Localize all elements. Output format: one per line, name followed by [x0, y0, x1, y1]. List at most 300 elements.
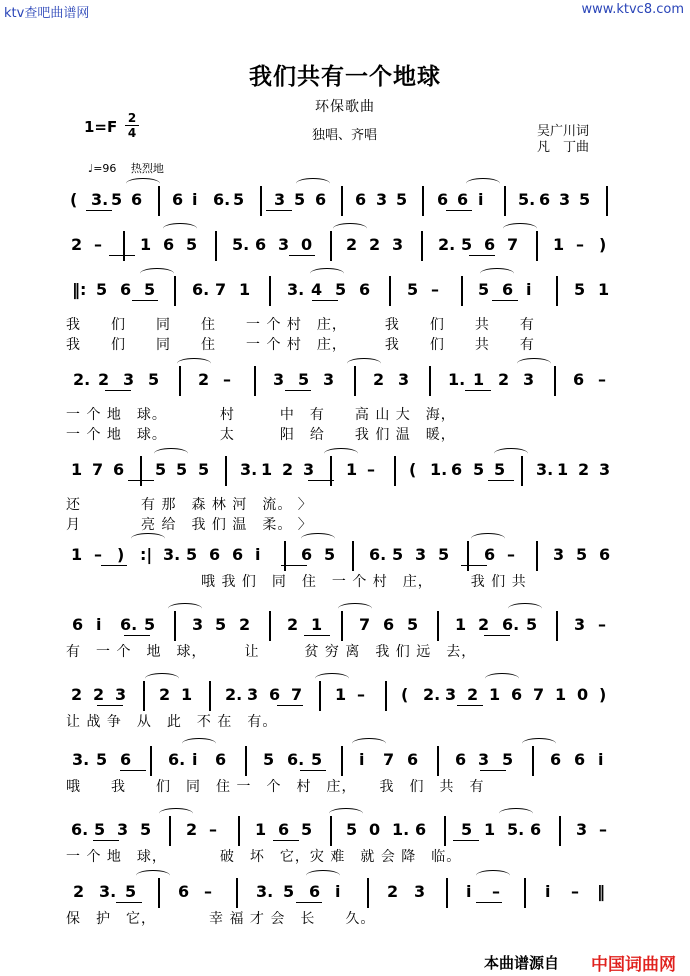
- note: ): [599, 685, 607, 704]
- note: 6: [484, 545, 496, 564]
- note: 3: [414, 882, 426, 901]
- bar-line: [341, 746, 343, 776]
- note: 2: [71, 235, 83, 254]
- note: 5: [96, 750, 108, 769]
- note: 6: [539, 190, 551, 209]
- song-title: 我们共有一个地球: [249, 64, 441, 90]
- meter-bottom: 4: [127, 126, 137, 140]
- notation-row: [66, 746, 616, 776]
- bar-line: [254, 366, 256, 396]
- note: i: [598, 750, 604, 769]
- bar-line: [341, 186, 343, 216]
- note: 5: [186, 235, 198, 254]
- slur-mark: [480, 268, 514, 279]
- underline-mark: [105, 390, 131, 391]
- note: 3: [553, 545, 565, 564]
- note: 6: [407, 750, 419, 769]
- note: i: [478, 190, 484, 209]
- bar-line: [421, 231, 423, 261]
- underline-mark: [97, 705, 123, 706]
- note: 5.: [232, 235, 250, 254]
- underline-mark: [469, 255, 495, 256]
- note: 7: [215, 280, 227, 299]
- note: 6: [269, 685, 281, 704]
- note: 5: [392, 545, 404, 564]
- bar-line: [606, 186, 608, 216]
- note: 5: [96, 280, 108, 299]
- note: 5: [461, 235, 473, 254]
- note: 2: [239, 615, 251, 634]
- note: 6.: [502, 615, 520, 634]
- underline-mark: [116, 902, 142, 903]
- note: 2: [373, 370, 385, 389]
- slur-mark: [471, 533, 505, 544]
- bar-line: [238, 816, 240, 846]
- underline-mark: [120, 770, 146, 771]
- note: 6: [255, 235, 267, 254]
- slur-mark: [182, 738, 216, 749]
- underline-mark: [308, 480, 334, 481]
- lyric-line: 还 有 那 森 林 河 流。 〉: [66, 497, 313, 513]
- note: 1: [557, 460, 569, 479]
- bar-line: [461, 276, 463, 306]
- note: 6: [383, 615, 395, 634]
- meter-top: 2: [127, 111, 137, 125]
- note: 1.: [448, 370, 466, 389]
- note: 3: [478, 750, 490, 769]
- key-signature: 1=F: [84, 118, 118, 136]
- underline-mark: [86, 210, 112, 211]
- slur-mark: [347, 358, 381, 369]
- time-signature: [125, 112, 139, 139]
- note: –: [599, 820, 607, 839]
- bar-line: [123, 231, 125, 261]
- note: 1: [484, 820, 496, 839]
- note: 6: [209, 545, 221, 564]
- footer-source: 本曲谱源自: [484, 954, 560, 972]
- note: 5: [461, 820, 473, 839]
- note: 0: [577, 685, 589, 704]
- bar-line: [504, 186, 506, 216]
- note: 2: [186, 820, 198, 839]
- note: –: [571, 882, 579, 901]
- underline-mark: [492, 300, 518, 301]
- note: 1: [553, 235, 565, 254]
- note: 2: [98, 370, 110, 389]
- note: 6: [511, 685, 523, 704]
- note: 3: [123, 370, 135, 389]
- bar-line: [554, 366, 556, 396]
- bar-line: [532, 746, 534, 776]
- note: 3: [117, 820, 129, 839]
- composer-credit: 凡 丁曲: [537, 140, 590, 155]
- bar-line: [260, 186, 262, 216]
- underline-mark: [277, 705, 303, 706]
- note: 6: [232, 545, 244, 564]
- note: 3.: [240, 460, 258, 479]
- note: 0: [301, 235, 313, 254]
- watermark-left[interactable]: ktv查吧曲谱网: [4, 6, 90, 21]
- slur-mark: [315, 673, 349, 684]
- note: (: [401, 685, 409, 704]
- note: 3: [574, 615, 586, 634]
- note: 5: [478, 280, 490, 299]
- note: i: [466, 882, 472, 901]
- note: 1: [598, 280, 610, 299]
- bar-line: [367, 878, 369, 908]
- note: –: [357, 685, 365, 704]
- performance-form: 独唱、齐唱: [312, 128, 378, 143]
- slur-mark: [163, 223, 197, 234]
- bar-line: [341, 611, 343, 641]
- bar-line: [389, 276, 391, 306]
- note: 3: [392, 235, 404, 254]
- underline-mark: [101, 565, 127, 566]
- note: ‖: [597, 882, 605, 901]
- underline-mark: [484, 635, 510, 636]
- note: 2: [282, 460, 294, 479]
- lyric-line: 保 护 它， 幸 福 才 会 长 久。: [66, 911, 376, 927]
- note: 1.: [430, 460, 448, 479]
- note: 6.: [213, 190, 231, 209]
- note: 6: [415, 820, 427, 839]
- note: 2: [387, 882, 399, 901]
- note: 6: [359, 280, 371, 299]
- lyric-line: 有 一 个 地 球， 让 贫 穷 离 我 们 远 去，: [66, 644, 477, 660]
- lyricist-credit: 吴广川词: [537, 124, 590, 139]
- bar-line: [444, 816, 446, 846]
- bar-line: [521, 456, 523, 486]
- note: 2: [198, 370, 210, 389]
- note: 6: [573, 370, 585, 389]
- note: 2: [478, 615, 490, 634]
- notation-row: [66, 231, 616, 261]
- bar-line: [330, 816, 332, 846]
- note: –: [367, 460, 375, 479]
- lyric-line: 哦 我 们 同 住 一 个 村 庄， 我 们 共 有: [66, 779, 485, 795]
- note: 2: [71, 685, 83, 704]
- lyric-line: 一 个 地 球。 太 阳 给 我 们 温 暖，: [66, 427, 456, 443]
- note: 4: [311, 280, 323, 299]
- bar-line: [169, 816, 171, 846]
- notation-row: [66, 276, 616, 306]
- note: –: [576, 235, 584, 254]
- bar-line: [319, 681, 321, 711]
- bar-line: [158, 878, 160, 908]
- note: 2.: [423, 685, 441, 704]
- note: 6.: [192, 280, 210, 299]
- note: 3.: [163, 545, 181, 564]
- bar-line: [236, 878, 238, 908]
- note: 5.: [507, 820, 525, 839]
- tempo-marking: ♩=96 热烈地: [88, 162, 164, 175]
- notation-row: [66, 611, 616, 641]
- note: 6: [278, 820, 290, 839]
- note: 5: [263, 750, 275, 769]
- note: 5: [155, 460, 167, 479]
- underline-mark: [465, 390, 491, 391]
- note: 5: [301, 820, 313, 839]
- note: 2: [346, 235, 358, 254]
- note: 3: [303, 460, 315, 479]
- note: 5: [346, 820, 358, 839]
- bar-line: [215, 231, 217, 261]
- note: 5: [579, 190, 591, 209]
- note: 6.: [120, 615, 138, 634]
- footer-site[interactable]: 中国词曲网: [591, 955, 676, 975]
- slur-mark: [159, 808, 193, 819]
- slur-mark: [310, 268, 344, 279]
- note: 6: [574, 750, 586, 769]
- note: 2: [159, 685, 171, 704]
- bar-line: [174, 276, 176, 306]
- note: 5: [94, 820, 106, 839]
- note: 3: [247, 685, 259, 704]
- slur-mark: [131, 533, 165, 544]
- note: 6: [163, 235, 175, 254]
- note: 6: [530, 820, 542, 839]
- note: 3.: [91, 190, 109, 209]
- note: 3: [523, 370, 535, 389]
- underline-mark: [300, 770, 326, 771]
- slur-mark: [154, 448, 188, 459]
- note: i: [359, 750, 365, 769]
- bar-line: [225, 456, 227, 486]
- note: 3: [599, 460, 611, 479]
- bar-line: [284, 541, 286, 571]
- slur-mark: [338, 603, 372, 614]
- note: 2: [578, 460, 590, 479]
- note: 5: [198, 460, 210, 479]
- note: 3.: [99, 882, 117, 901]
- note: –: [94, 235, 102, 254]
- note: 5: [186, 545, 198, 564]
- note: –: [507, 545, 515, 564]
- note: 5: [526, 615, 538, 634]
- underline-mark: [109, 255, 135, 256]
- note: 5: [574, 280, 586, 299]
- note: :|: [140, 545, 153, 564]
- note: 1: [71, 545, 83, 564]
- slur-mark: [522, 738, 556, 749]
- note: 5: [215, 615, 227, 634]
- note: 6: [113, 460, 125, 479]
- note: 1: [455, 615, 467, 634]
- note: i: [545, 882, 551, 901]
- bar-line: [536, 541, 538, 571]
- note: 5: [502, 750, 514, 769]
- note: 1: [255, 820, 267, 839]
- underline-mark: [461, 565, 487, 566]
- note: 3: [323, 370, 335, 389]
- slur-mark: [333, 223, 367, 234]
- note: 6: [455, 750, 467, 769]
- lyric-line: 月 亮 给 我 们 温 柔。 〉: [66, 517, 313, 533]
- note: 6: [437, 190, 449, 209]
- note: 5: [125, 882, 137, 901]
- bar-line: [429, 366, 431, 396]
- underline-mark: [93, 840, 119, 841]
- note: 1: [473, 370, 485, 389]
- underline-mark: [480, 770, 506, 771]
- lyric-line: 让 战 争 从 此 不 在 有。: [66, 714, 278, 730]
- bar-line: [556, 276, 558, 306]
- notation-row: [66, 456, 616, 486]
- slur-mark: [485, 673, 519, 684]
- note: ): [599, 235, 607, 254]
- note: 6: [599, 545, 611, 564]
- note: (: [70, 190, 78, 209]
- note: 2: [369, 235, 381, 254]
- notation-row: [66, 541, 616, 571]
- bar-line: [140, 456, 142, 486]
- note: 5: [494, 460, 506, 479]
- note: i: [192, 190, 198, 209]
- note: 5: [140, 820, 152, 839]
- underline-mark: [312, 300, 338, 301]
- bar-line: [394, 456, 396, 486]
- note: 3: [273, 370, 285, 389]
- note: ‖:: [72, 280, 87, 299]
- slur-mark: [306, 870, 340, 881]
- note: 5: [407, 280, 419, 299]
- note: 1: [555, 685, 567, 704]
- bar-line: [158, 186, 160, 216]
- bar-line: [524, 878, 526, 908]
- underline-mark: [488, 480, 514, 481]
- note: 1: [181, 685, 193, 704]
- note: 5: [324, 545, 336, 564]
- notation-row: [66, 681, 616, 711]
- underline-mark: [273, 840, 299, 841]
- slur-mark: [301, 533, 335, 544]
- note: 6: [309, 882, 321, 901]
- song-subtitle: 环保歌曲: [315, 99, 375, 115]
- note: i: [96, 615, 102, 634]
- slur-mark: [352, 738, 386, 749]
- note: 1: [261, 460, 273, 479]
- slur-mark: [296, 178, 330, 189]
- slur-mark: [494, 448, 528, 459]
- note: 2.: [73, 370, 91, 389]
- slur-mark: [168, 603, 202, 614]
- note: 1: [140, 235, 152, 254]
- slur-mark: [136, 870, 170, 881]
- underline-mark: [476, 902, 502, 903]
- note: 6.: [71, 820, 89, 839]
- note: 5: [576, 545, 588, 564]
- notation-row: [66, 186, 616, 216]
- note: 7: [533, 685, 545, 704]
- note: i: [192, 750, 198, 769]
- note: 3: [576, 820, 588, 839]
- note: i: [526, 280, 532, 299]
- note: 1: [71, 460, 83, 479]
- note: 6: [502, 280, 514, 299]
- slur-mark: [126, 178, 160, 189]
- slur-mark: [466, 178, 500, 189]
- notation-row: [66, 816, 616, 846]
- note: 1: [335, 685, 347, 704]
- bar-line: [422, 186, 424, 216]
- note: 5: [298, 370, 310, 389]
- slur-mark: [517, 358, 551, 369]
- note: –: [492, 882, 500, 901]
- note: 5: [176, 460, 188, 479]
- slur-mark: [503, 223, 537, 234]
- note: 6.: [168, 750, 186, 769]
- bar-line: [143, 681, 145, 711]
- note: 3: [415, 545, 427, 564]
- note: 2.: [438, 235, 456, 254]
- note: 5: [233, 190, 245, 209]
- note: 6: [315, 190, 327, 209]
- note: 3: [398, 370, 410, 389]
- note: 5: [294, 190, 306, 209]
- note: 6: [178, 882, 190, 901]
- note: 1.: [392, 820, 410, 839]
- note: –: [223, 370, 231, 389]
- slur-mark: [499, 808, 533, 819]
- note: 5: [473, 460, 485, 479]
- bar-line: [330, 456, 332, 486]
- bar-line: [446, 878, 448, 908]
- note: 1: [239, 280, 251, 299]
- note: 3: [192, 615, 204, 634]
- bar-line: [385, 681, 387, 711]
- bar-line: [354, 366, 356, 396]
- underline-mark: [124, 635, 150, 636]
- notation-row: [66, 878, 616, 908]
- note: 5: [148, 370, 160, 389]
- underline-mark: [453, 840, 479, 841]
- lyric-line: 一 个 地 球， 破 坏 它，灾 难 就 会 降 临。: [66, 849, 462, 865]
- note: 6.: [287, 750, 305, 769]
- bar-line: [209, 681, 211, 711]
- bar-line: [536, 231, 538, 261]
- note: 5: [396, 190, 408, 209]
- notation-row: [66, 366, 616, 396]
- note: 6: [550, 750, 562, 769]
- note: 5: [335, 280, 347, 299]
- bar-line: [150, 746, 152, 776]
- note: 3: [274, 190, 286, 209]
- underline-mark: [296, 902, 322, 903]
- note: 2: [498, 370, 510, 389]
- note: 5: [438, 545, 450, 564]
- underline-mark: [446, 210, 472, 211]
- note: –: [598, 615, 606, 634]
- note: 5: [144, 615, 156, 634]
- bar-line: [330, 231, 332, 261]
- note: 3.: [256, 882, 274, 901]
- note: 2: [467, 685, 479, 704]
- note: 6: [355, 190, 367, 209]
- bar-line: [556, 611, 558, 641]
- note: 6: [301, 545, 313, 564]
- underline-mark: [304, 635, 330, 636]
- underline-mark: [457, 705, 483, 706]
- note: 6: [451, 460, 463, 479]
- note: 6: [457, 190, 469, 209]
- note: 6: [484, 235, 496, 254]
- watermark-right[interactable]: www.ktvc8.com: [581, 2, 684, 17]
- underline-mark: [128, 480, 154, 481]
- note: 3.: [287, 280, 305, 299]
- note: 6: [215, 750, 227, 769]
- note: 6: [131, 190, 143, 209]
- note: 1: [489, 685, 501, 704]
